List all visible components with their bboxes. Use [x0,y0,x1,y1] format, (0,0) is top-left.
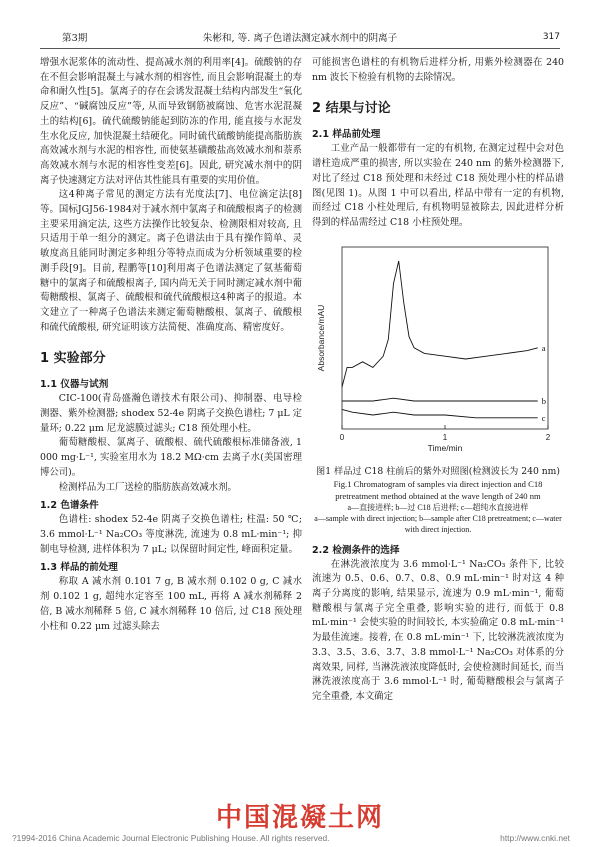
figure-caption-cn: 图1 样品过 C18 柱前后的紫外对照图(检测波长为 240 nm) [316,465,560,477]
instruments-paragraph: CIC-100(青岛盛瀚色谱技术有限公司)、抑制器、电导检测器、紫外检测器; shodex 52-4e 阴离子交换色谱柱; 7 μL 定量环; 0.22 μm 尼龙滤膜过滤头; C18 预处理小柱。 [40,393,302,434]
plot-frame [342,247,548,429]
right-column [312,56,564,705]
y-axis-label: Absorbance/mAU [316,304,326,371]
pretreatment-continuation: 可能损害色谱柱的有机物后进样分析, 用紫外检测器在 240 nm 波长下检验有机物的去除情况。 [312,57,564,83]
section-2-1-title: 2.1 样品前处理 [312,129,381,141]
series-label-a: a [541,342,546,353]
section-2-title: 2 结果与讨论 [312,101,391,117]
chromatogram-svg [312,237,564,459]
section-1-2-title: 1.2 色谱条件 [40,500,99,512]
series-label-b: b [541,395,546,406]
footer-url: http://www.cnki.net [500,833,570,843]
section-2-2-title: 2.2 检测条件的选择 [312,544,400,556]
page-number: 317 [542,32,560,42]
watermark-brand: 中国混凝土网 [215,803,384,833]
section-1-title: 1 实验部分 [40,351,106,367]
pretreatment-paragraph: 称取 A 减水剂 0.101 7 g, B 减水剂 0.102 0 g, C 减水剂 0.102 1 g, 超纯水定容至 100 mL, 再将 A 减水剂稀释 2 倍, B 减水剂稀释 5 倍, C 减水剂稀释 10 倍后, 过 C18 预处理小柱和 0.22 μm 过滤头除去 [40,576,302,632]
reagents-paragraph: 葡萄糖酸根、氯离子、硫酸根、硫代硫酸根标准储备液, 1 000 mg·L⁻¹, 实验室用水为 18.2 MΩ·cm 去离子水(美国密理博公司)。 [40,437,302,478]
x-axis-label: Time/min [427,442,463,453]
section-1-1-title: 1.1 仪器与试剂 [40,379,109,391]
issue-label: 第3期 [62,33,88,44]
page-header [40,20,560,49]
copyright-notice: ?1994-2016 China Academic Journal Electronic Publishing House. All rights reserved. [12,833,330,843]
running-title: 朱彬和, 等. 离子色谱法测定减水剂中的阴离子 [202,33,398,44]
series-line-c [342,409,538,417]
series-label-c: c [541,412,546,423]
figure-caption-en: Fig.1 Chromatogram of samples via direct injection and C18 pretreatment method obtained at the wave length of 240 nm [333,478,543,501]
x-tick-label: 0 [339,432,345,442]
section-1-3-title: 1.3 样品的前处理 [40,562,118,574]
methods-paragraph: 这4种离子常见的测定方法有光度法[7]、电位滴定法[8]等。国标JGJ56-1984对于减水剂中氯离子和硫酸根离子的检测主要采用滴定法, 这些方法操作比较复杂、检测限相对较高, 且只适用于单一组分的测定。离子色谱法由于具有操作简单、灵敏度高且能同时测定多种组分等特点而成为分析领域重要的检测手段[9]。目前, 程鹏等[10]利用离子色谱法测定了氨基葡萄糖中的氯离子和硫酸根离子, 国内尚无关于同时测定减水剂中葡萄糖酸根、氯离子、硫酸根和硫代硫酸根这4种离子的报道。本文建立了一种离子色谱法来测定葡萄糖酸根、氯离子、硫酸根和硫代硫酸根, 研究证明该方法简便、准确度高、精密度好。 [40,189,302,333]
section-2-1-paragraph: 工业产品一般都带有一定的有机物, 在测定过程中会对色谱柱造成严重的损害, 所以实验在 240 nm 的紫外检测器下, 对比了经过 C18 预处理和未经过 C18 预处理小柱的样品谱图(见图 1)。从图 1 中可以看出, 样品中带有一定的有机物, 而经过 C18 小柱处理后, 有机物明显被除去, 因此进样分析得到的样品需经过 C18 小柱预处理。 [312,143,564,228]
figure-1-chart [312,237,564,459]
figure-note-en: a—sample with direct injection; b—sample after C18 pretreatment; c—water with direct injection. [314,513,562,534]
figure-note-cn: a—直接进样; b—过 C18 后进样; c—超纯水直接进样 [347,502,529,512]
intro-continuation: 增强水泥浆体的流动性、提高减水剂的利用率[4]。硫酸钠的存在不但会影响混凝土与减水剂的相容性, 而且会影响混凝土的寿命和耐久性[5]。氯离子的存在会诱发混凝土结构内部发生“氧化反应”、“碱腐蚀反应”等, 从而导致钢筋被腐蚀、危害水泥混凝土的结构[6]。硫代硫酸钠能起到防冻的作用, 能直接与水泥发生水化反应, 加快混凝土结硬化。同时硫代硫酸钠能提高脂肪族高效减水剂与水泥的相容性, 而使氨基磺酸盐高效减水剂和萘系高效减水剂与水泥的相容性变差[6]。因此, 研究减水剂中的阴离子快速测定方法对评估其性能具有重要的实用价值。 [40,57,302,186]
series-line-b [342,398,538,401]
samples-paragraph: 检测样品为工厂送检的脂肪族高效减水剂。 [58,481,237,493]
left-column [40,56,302,634]
chromatography-paragraph: 色谱柱: shodex 52-4e 阴离子交换色谱柱; 柱温: 50 ℃; 3.6 mmol·L⁻¹ Na₂CO₃ 等度淋洗, 流速为 0.8 mL·min⁻¹; 抑制电导检测, 进样体积为 7 μL; 以保留时间定性, 峰面积定量。 [40,514,302,555]
series-line-a [342,261,538,387]
x-tick-label: 2 [545,432,551,442]
section-2-2-paragraph: 在淋洗液浓度为 3.6 mmol·L⁻¹ Na₂CO₃ 条件下, 比较流速为 0.5、0.6、0.7、0.8、0.9 mL·min⁻¹ 时对这 4 种离子分离度的影响, 结果显示, 流速为 0.9 mL·min⁻¹, 葡萄糖酸根与氯离子完全重叠, 影响实验的进行, 而低于 0.8 mL·min⁻¹ 会使实验的时间较长, 本实验确定 0.8 mL·min⁻¹ 为最佳流速。接着, 在 0.8 mL·min⁻¹ 下, 比较淋洗液浓度为 3.3、3.5、3.6、3.7、3.8 mmol·L⁻¹ Na₂CO₃ 对体系的分离效果, 同样, 当淋洗液浓度降低时, 会使检测时间延长, 而当淋洗液浓度高于 3.6 mmol·L⁻¹ 时, 葡萄糖酸根会与氯离子完全重叠, 本文确定 [312,558,564,702]
x-tick-label: 1 [442,432,448,442]
